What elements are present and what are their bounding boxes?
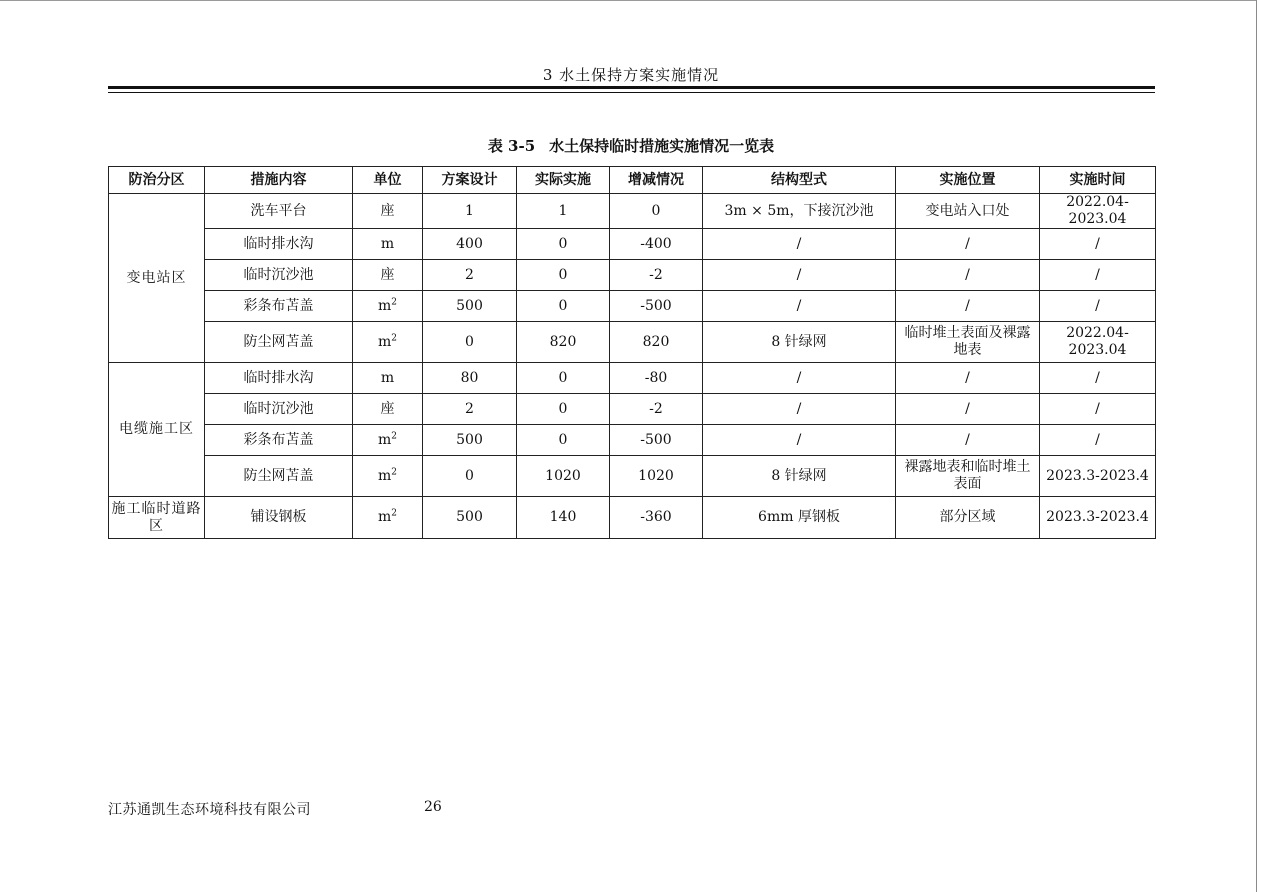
table-row — [109, 291, 1156, 322]
column-header: 措施内容 — [205, 167, 353, 194]
table-caption — [0, 135, 1262, 156]
table-title: 水土保持临时措施实施情况一览表 — [549, 137, 775, 155]
design-cell: 0 — [423, 456, 517, 497]
unit-text: m — [380, 369, 395, 386]
design-cell: 2 — [423, 394, 517, 425]
unit-text: m — [380, 235, 395, 252]
design-cell: 400 — [423, 229, 517, 260]
footer-company: 江苏通凯生态环境科技有限公司 — [108, 802, 311, 818]
design-cell: 2 — [423, 260, 517, 291]
unit-cell — [353, 363, 423, 394]
change-cell: -500 — [610, 291, 703, 322]
location-cell: 临时堆土表面及裸露地表 — [896, 322, 1040, 363]
unit-text: m — [377, 297, 392, 314]
unit-exponent: 2 — [391, 296, 397, 307]
unit-exponent: 2 — [391, 430, 397, 441]
unit-text: 座 — [380, 266, 395, 283]
location-cell: 部分区域 — [896, 497, 1040, 539]
change-cell: 1020 — [610, 456, 703, 497]
actual-cell: 1020 — [517, 456, 610, 497]
page-right-border — [1256, 0, 1257, 892]
time-cell: / — [1040, 260, 1156, 291]
change-cell: -2 — [610, 260, 703, 291]
design-cell: 1 — [423, 194, 517, 229]
time-cell: / — [1040, 229, 1156, 260]
unit-cell — [353, 425, 423, 456]
table-row — [109, 394, 1156, 425]
change-cell: 820 — [610, 322, 703, 363]
structure-cell: / — [703, 394, 896, 425]
actual-cell: 0 — [517, 363, 610, 394]
change-cell: -2 — [610, 394, 703, 425]
change-cell: -400 — [610, 229, 703, 260]
header-rule-thick — [108, 86, 1155, 89]
unit-cell — [353, 260, 423, 291]
unit-text: m — [377, 333, 392, 350]
measure-cell: 临时排水沟 — [205, 229, 353, 260]
unit-text: 座 — [380, 202, 395, 219]
design-cell: 0 — [423, 322, 517, 363]
structure-cell: 3m × 5m，下接沉沙池 — [703, 194, 896, 229]
time-cell: 2023.3-2023.4 — [1040, 456, 1156, 497]
column-header: 实施时间 — [1040, 167, 1156, 194]
actual-cell: 0 — [517, 291, 610, 322]
measure-cell: 临时沉沙池 — [205, 394, 353, 425]
table-row — [109, 425, 1156, 456]
column-header: 实际实施 — [517, 167, 610, 194]
table-row — [109, 497, 1156, 539]
page-top-border — [0, 0, 1257, 1]
time-cell: / — [1040, 425, 1156, 456]
running-header: 3 水土保持方案实施情况 — [542, 66, 720, 84]
page-number: 26 — [424, 799, 442, 815]
structure-cell: 6mm 厚钢板 — [703, 497, 896, 539]
zone-cell: 变电站区 — [109, 194, 205, 363]
location-cell: / — [896, 363, 1040, 394]
table-row — [109, 229, 1156, 260]
table-row — [109, 260, 1156, 291]
measures-table — [108, 166, 1156, 539]
column-header: 增减情况 — [610, 167, 703, 194]
structure-cell: 8 针绿网 — [703, 322, 896, 363]
zone-cell: 电缆施工区 — [109, 363, 205, 497]
column-header: 防治分区 — [109, 167, 205, 194]
measure-cell: 防尘网苫盖 — [205, 322, 353, 363]
measure-cell: 铺设钢板 — [205, 497, 353, 539]
location-cell: / — [896, 260, 1040, 291]
time-cell: 2022.04-2023.04 — [1040, 322, 1156, 363]
structure-cell: / — [703, 291, 896, 322]
column-header: 方案设计 — [423, 167, 517, 194]
actual-cell: 0 — [517, 260, 610, 291]
unit-text: m — [377, 467, 392, 484]
change-cell: -360 — [610, 497, 703, 539]
measure-cell: 防尘网苫盖 — [205, 456, 353, 497]
unit-cell — [353, 497, 423, 539]
location-cell: / — [896, 425, 1040, 456]
time-cell: 2022.04-2023.04 — [1040, 194, 1156, 229]
actual-cell: 1 — [517, 194, 610, 229]
location-cell: 裸露地表和临时堆土表面 — [896, 456, 1040, 497]
change-cell: -80 — [610, 363, 703, 394]
measure-cell: 临时排水沟 — [205, 363, 353, 394]
actual-cell: 0 — [517, 229, 610, 260]
unit-cell — [353, 291, 423, 322]
zone-cell: 施工临时道路区 — [109, 497, 205, 539]
actual-cell: 0 — [517, 394, 610, 425]
structure-cell: / — [703, 363, 896, 394]
header-rule-thin — [108, 92, 1155, 93]
change-cell: -500 — [610, 425, 703, 456]
header-row — [109, 167, 1156, 194]
design-cell: 500 — [423, 425, 517, 456]
unit-cell — [353, 394, 423, 425]
location-cell: / — [896, 394, 1040, 425]
actual-cell: 0 — [517, 425, 610, 456]
structure-cell: / — [703, 229, 896, 260]
table-row — [109, 456, 1156, 497]
table-row — [109, 363, 1156, 394]
table-number: 表 3-5 — [487, 137, 536, 155]
time-cell: / — [1040, 291, 1156, 322]
change-cell: 0 — [610, 194, 703, 229]
structure-cell: / — [703, 425, 896, 456]
unit-exponent: 2 — [391, 508, 397, 519]
unit-text: m — [377, 509, 392, 525]
actual-cell: 140 — [517, 497, 610, 539]
location-cell: 变电站入口处 — [896, 194, 1040, 229]
design-cell: 500 — [423, 497, 517, 539]
time-cell: 2023.3-2023.4 — [1040, 497, 1156, 539]
time-cell: / — [1040, 363, 1156, 394]
location-cell: / — [896, 229, 1040, 260]
unit-exponent: 2 — [391, 466, 397, 477]
measure-cell: 洗车平台 — [205, 194, 353, 229]
table-row — [109, 322, 1156, 363]
design-cell: 80 — [423, 363, 517, 394]
table-row — [109, 194, 1156, 229]
time-cell: / — [1040, 394, 1156, 425]
structure-cell: 8 针绿网 — [703, 456, 896, 497]
unit-text: m — [377, 431, 392, 448]
unit-cell — [353, 322, 423, 363]
unit-cell — [353, 194, 423, 229]
unit-text: 座 — [380, 400, 395, 417]
table-body — [109, 194, 1156, 539]
location-cell: / — [896, 291, 1040, 322]
measure-cell: 彩条布苫盖 — [205, 425, 353, 456]
structure-cell: / — [703, 260, 896, 291]
unit-exponent: 2 — [391, 332, 397, 343]
column-header: 实施位置 — [896, 167, 1040, 194]
unit-cell — [353, 229, 423, 260]
actual-cell: 820 — [517, 322, 610, 363]
measure-cell: 彩条布苫盖 — [205, 291, 353, 322]
column-header: 结构型式 — [703, 167, 896, 194]
unit-cell — [353, 456, 423, 497]
design-cell: 500 — [423, 291, 517, 322]
column-header: 单位 — [353, 167, 423, 194]
measure-cell: 临时沉沙池 — [205, 260, 353, 291]
